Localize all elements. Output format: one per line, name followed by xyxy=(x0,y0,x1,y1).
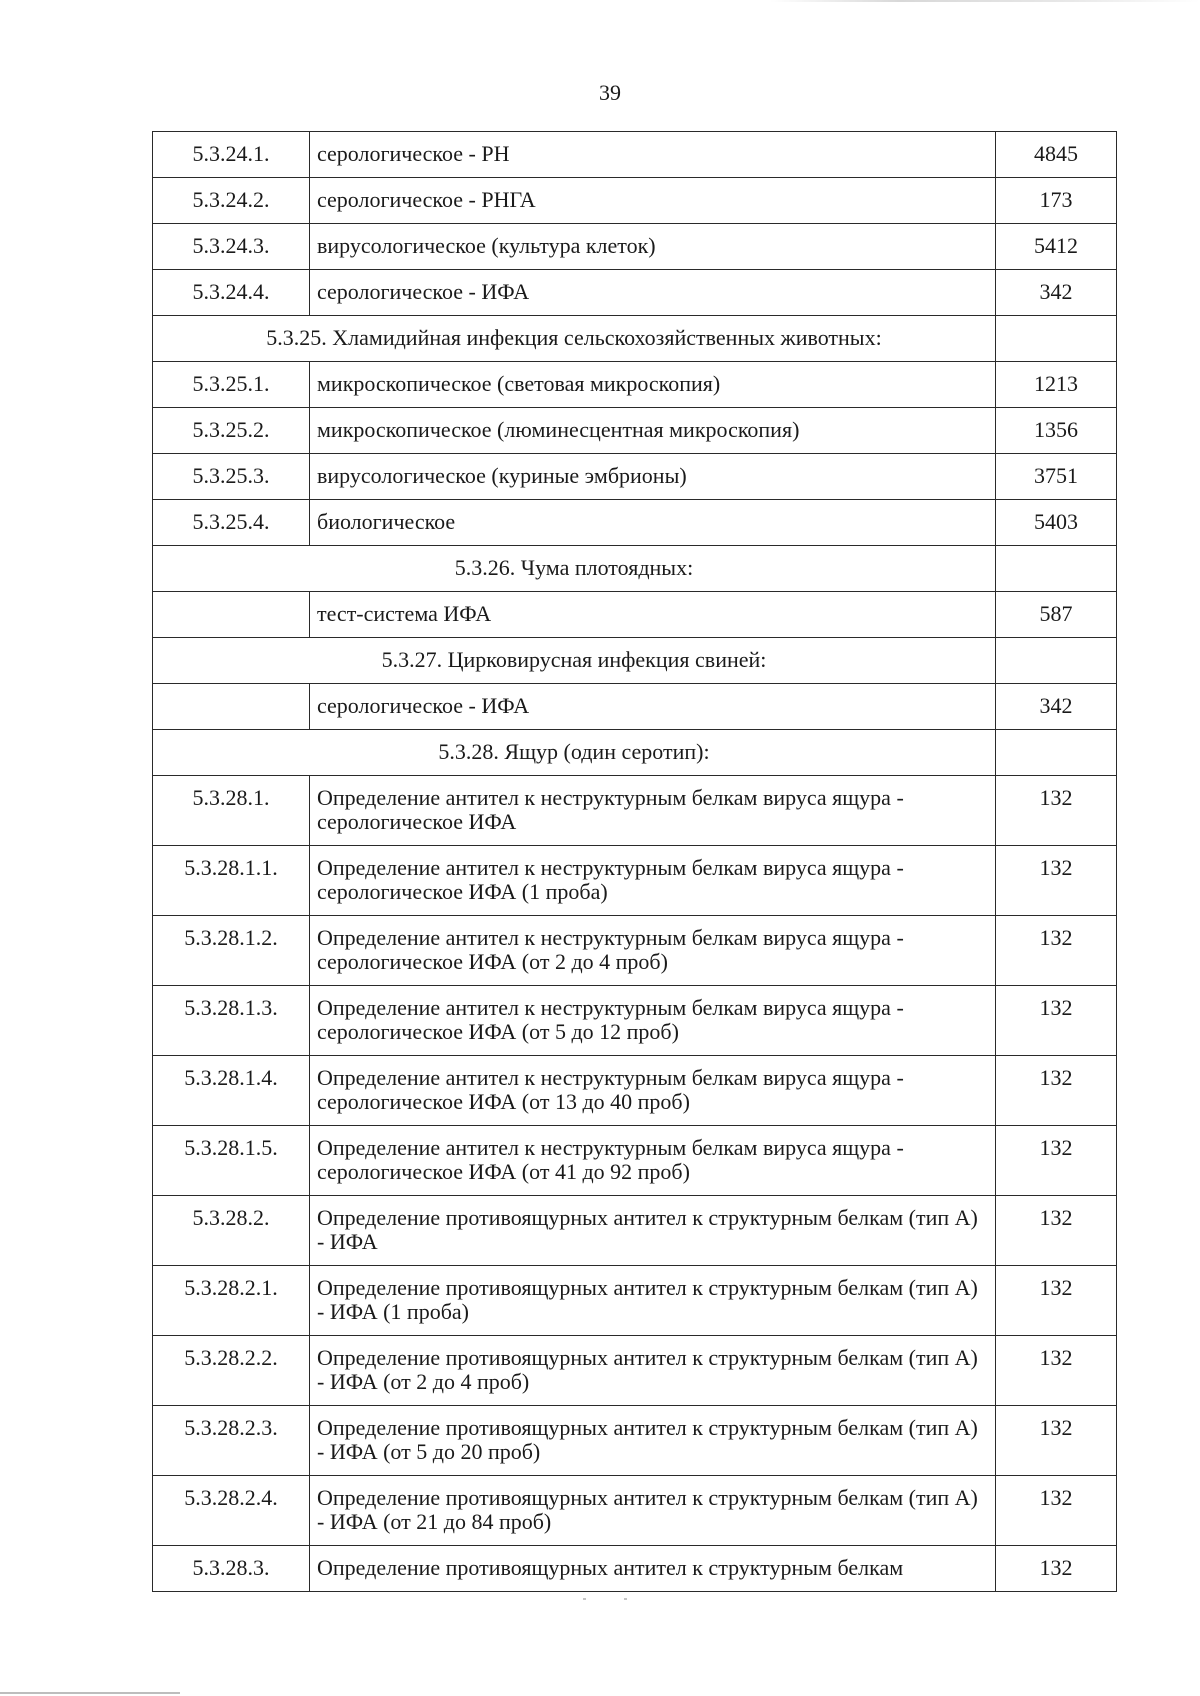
section-row xyxy=(153,316,1117,362)
row-code: 5.3.28.1. xyxy=(153,776,310,846)
row-price: 132 xyxy=(996,1056,1117,1126)
row-code: 5.3.28.1.5. xyxy=(153,1126,310,1196)
row-description: микроскопическое (световая микроскопия) xyxy=(310,362,996,408)
row-description: вирусологическое (культура клеток) xyxy=(310,224,996,270)
row-price: 1356 xyxy=(996,408,1117,454)
row-description: серологическое - ИФА xyxy=(310,684,996,730)
table-row xyxy=(153,986,1117,1056)
row-description: Определение противоящурных антител к структурным белкам (тип А) - ИФА (1 проба) xyxy=(310,1266,996,1336)
row-code: 5.3.28.1.2. xyxy=(153,916,310,986)
row-price: 5412 xyxy=(996,224,1117,270)
table-row xyxy=(153,408,1117,454)
table-row xyxy=(153,132,1117,178)
row-price: 342 xyxy=(996,270,1117,316)
table-row xyxy=(153,684,1117,730)
row-price: 132 xyxy=(996,1406,1117,1476)
page-number: 39 xyxy=(599,80,621,105)
row-code: 5.3.28.1.3. xyxy=(153,986,310,1056)
row-price: 4845 xyxy=(996,132,1117,178)
row-code: 5.3.28.1.4. xyxy=(153,1056,310,1126)
row-price: 132 xyxy=(996,1126,1117,1196)
section-title: 5.3.25. Хламидийная инфекция сельскохозяйственных животных: xyxy=(153,316,996,362)
row-code: 5.3.28.2.3. xyxy=(153,1406,310,1476)
row-description: серологическое - РН xyxy=(310,132,996,178)
row-price: 132 xyxy=(996,916,1117,986)
table-row xyxy=(153,1056,1117,1126)
row-description: Определение противоящурных антител к структурным белкам (тип А) - ИФА xyxy=(310,1196,996,1266)
row-description: Определение противоящурных антител к структурным белкам (тип А) - ИФА (от 5 до 20 проб) xyxy=(310,1406,996,1476)
row-code: 5.3.28.3. xyxy=(153,1546,310,1592)
row-price: 132 xyxy=(996,986,1117,1056)
row-description: микроскопическое (люминесцентная микроскопия) xyxy=(310,408,996,454)
table-row xyxy=(153,224,1117,270)
row-price: 132 xyxy=(996,1546,1117,1592)
row-description: вирусологическое (куриные эмбрионы) xyxy=(310,454,996,500)
row-price: 132 xyxy=(996,1476,1117,1546)
row-code: 5.3.25.1. xyxy=(153,362,310,408)
section-title: 5.3.28. Ящур (один серотип): xyxy=(153,730,996,776)
table-row xyxy=(153,1336,1117,1406)
row-code xyxy=(153,592,310,638)
row-code xyxy=(153,684,310,730)
row-description: Определение противоящурных антител к структурным белкам (тип А) - ИФА (от 2 до 4 проб) xyxy=(310,1336,996,1406)
row-description: Определение антител к неструктурным белкам вируса ящура - серологическое ИФА (от 13 до 40 проб) xyxy=(310,1056,996,1126)
row-code: 5.3.28.2. xyxy=(153,1196,310,1266)
row-description: Определение противоящурных антител к структурным белкам xyxy=(310,1546,996,1592)
price-table xyxy=(152,131,1117,1592)
row-code: 5.3.28.2.2. xyxy=(153,1336,310,1406)
scan-speck xyxy=(624,1598,627,1600)
row-description: Определение антител к неструктурным белкам вируса ящура - серологическое ИФА (от 2 до 4 проб) xyxy=(310,916,996,986)
row-price: 1213 xyxy=(996,362,1117,408)
table-row xyxy=(153,178,1117,224)
table-row xyxy=(153,776,1117,846)
row-price: 132 xyxy=(996,776,1117,846)
table-row xyxy=(153,1406,1117,1476)
row-price: 132 xyxy=(996,1196,1117,1266)
table-row xyxy=(153,592,1117,638)
row-description: Определение антител к неструктурным белкам вируса ящура - серологическое ИФА (1 проба) xyxy=(310,846,996,916)
row-price: 173 xyxy=(996,178,1117,224)
table-row xyxy=(153,500,1117,546)
section-row xyxy=(153,546,1117,592)
row-code: 5.3.28.1.1. xyxy=(153,846,310,916)
row-description: Определение антител к неструктурным белкам вируса ящура - серологическое ИФА (от 41 до 92 проб) xyxy=(310,1126,996,1196)
scan-artifact-top xyxy=(770,0,1200,2)
row-price: 3751 xyxy=(996,454,1117,500)
section-row xyxy=(153,638,1117,684)
row-price-empty xyxy=(996,730,1117,776)
table-row xyxy=(153,1126,1117,1196)
table-row xyxy=(153,1546,1117,1592)
row-price-empty xyxy=(996,638,1117,684)
row-description: серологическое - РНГА xyxy=(310,178,996,224)
row-price: 342 xyxy=(996,684,1117,730)
scan-speck xyxy=(583,1598,586,1600)
row-description: Определение антител к неструктурным белкам вируса ящура - серологическое ИФА xyxy=(310,776,996,846)
row-code: 5.3.25.3. xyxy=(153,454,310,500)
section-title: 5.3.26. Чума плотоядных: xyxy=(153,546,996,592)
table-row xyxy=(153,454,1117,500)
row-price-empty xyxy=(996,316,1117,362)
section-row xyxy=(153,730,1117,776)
table-row xyxy=(153,1196,1117,1266)
row-code: 5.3.25.4. xyxy=(153,500,310,546)
row-price: 587 xyxy=(996,592,1117,638)
table-row xyxy=(153,916,1117,986)
table-row xyxy=(153,362,1117,408)
table-row xyxy=(153,1476,1117,1546)
row-code: 5.3.24.2. xyxy=(153,178,310,224)
section-title: 5.3.27. Цирковирусная инфекция свиней: xyxy=(153,638,996,684)
row-description: тест-система ИФА xyxy=(310,592,996,638)
row-price: 132 xyxy=(996,1266,1117,1336)
row-price: 132 xyxy=(996,1336,1117,1406)
row-price-empty xyxy=(996,546,1117,592)
row-price: 132 xyxy=(996,846,1117,916)
table-row xyxy=(153,846,1117,916)
row-code: 5.3.24.1. xyxy=(153,132,310,178)
row-code: 5.3.24.3. xyxy=(153,224,310,270)
scan-artifact-bottom xyxy=(0,1692,180,1694)
row-price: 5403 xyxy=(996,500,1117,546)
table-row xyxy=(153,270,1117,316)
row-code: 5.3.28.2.1. xyxy=(153,1266,310,1336)
row-description: биологическое xyxy=(310,500,996,546)
row-description: Определение противоящурных антител к структурным белкам (тип А) - ИФА (от 21 до 84 проб) xyxy=(310,1476,996,1546)
row-description: Определение антител к неструктурным белкам вируса ящура - серологическое ИФА (от 5 до 12 проб) xyxy=(310,986,996,1056)
row-code: 5.3.28.2.4. xyxy=(153,1476,310,1546)
row-code: 5.3.25.2. xyxy=(153,408,310,454)
table-row xyxy=(153,1266,1117,1336)
row-description: серологическое - ИФА xyxy=(310,270,996,316)
row-code: 5.3.24.4. xyxy=(153,270,310,316)
